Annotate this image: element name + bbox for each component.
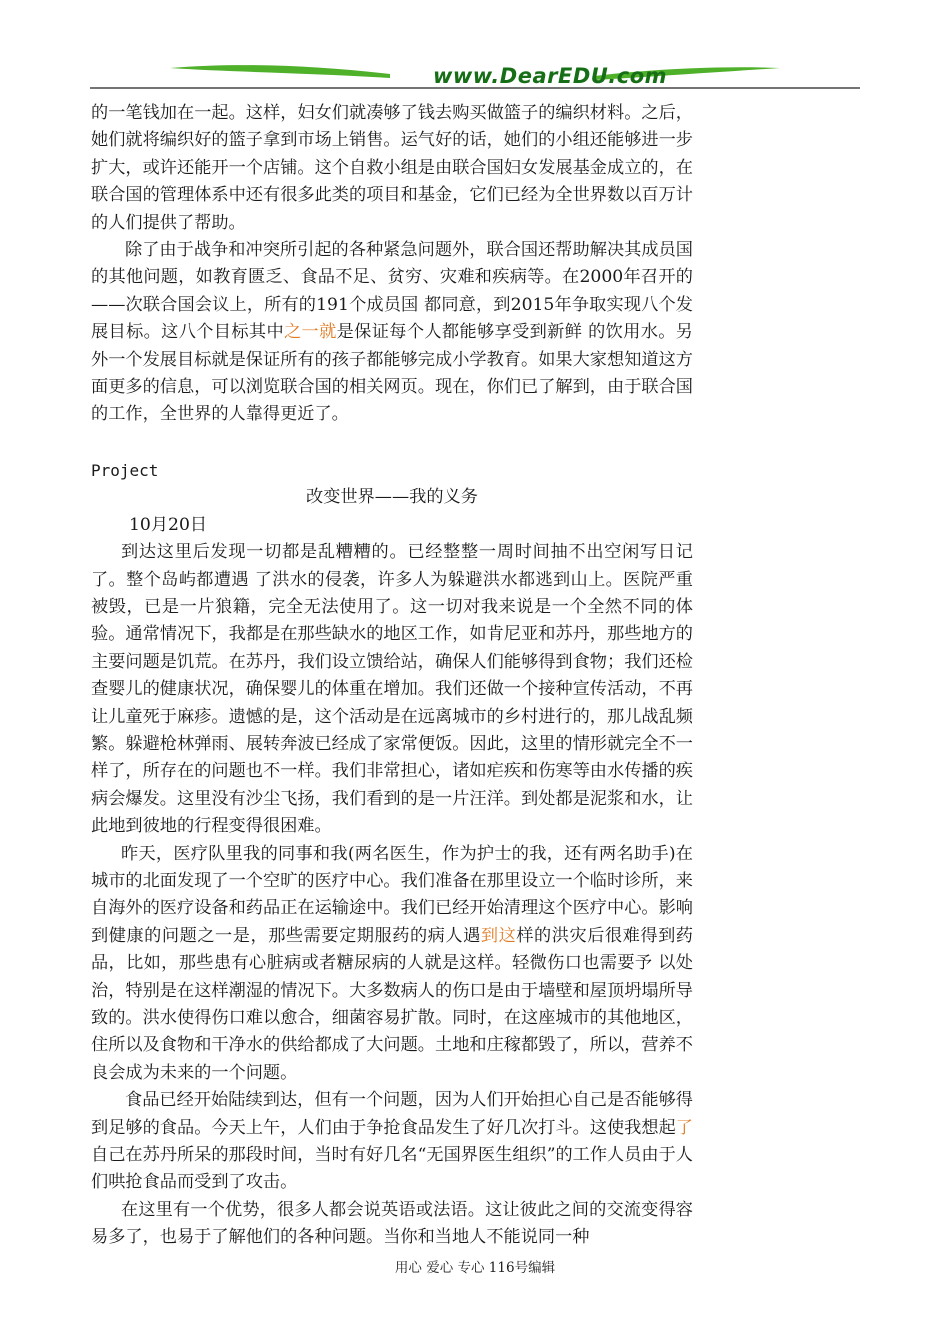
- site-logo-text[interactable]: www.DearEDU.com: [432, 64, 668, 88]
- text-run: 昨天，医疗队里我的同事和我(两名医生，作为护士的我，还有两名助手)在城市的北面发现了一个空旷的医疗中心。我们准备在那里设立一个临时诊所，来自海外的医疗设备和药品正在运输途中。我们已经开始清理这个医疗中心。影响到健康的问题之一是，那些需要定期服药的病人遇: [91, 843, 693, 946]
- document-body: [91, 100, 693, 1252]
- highlighted-text: 了: [675, 1117, 693, 1138]
- paragraph-6: 在这里有一个优势，很多人都会说英语或法语。这让彼此之间的交流变得容易多了，也易于了解他们的各种问题。当你和当地人不能说同一种: [91, 1199, 693, 1248]
- paragraph-4: [91, 841, 693, 1088]
- paragraph-2: [91, 237, 693, 429]
- section-title: 改变世界——我的义务: [306, 487, 478, 508]
- text-run: 食品已经开始陆续到达，但有一个问题，因为人们开始担心自己是否能够得到足够的食品。今天上午，人们由于争抢食品发生了好几次打斗。这使我想起: [91, 1090, 693, 1138]
- paragraph-1: 的一笔钱加在一起。这样，妇女们就凑够了钱去购买做篮子的编织材料。之后，她们就将编织好的篮子拿到市场上销售。运气好的话，她们的小组还能够进一步扩大，或许还能开一个店铺。这个自救小组是由联合国妇女发展基金成立的，在联合国的管理体系中还有很多此类的项目和基金，它们已经为全世界数以百万计的人们提供了帮助。: [91, 103, 693, 233]
- paragraph-5: [91, 1087, 693, 1197]
- left-swoosh: [170, 65, 390, 78]
- site-header: [90, 60, 860, 94]
- paragraph-3: 到达这里后发现一切都是乱糟糟的。已经整整一周时间抽不出空闲写日记了。整个岛屿都遭遇 了洪水的侵袭，许多人为躲避洪水都逃到山上。医院严重被毁，已是一片狼籍，完全无法使用了。这一切对我来说是一个全然不同的体验。通常情况下，我都是在那些缺水的地区工作，如肯尼亚和苏丹，那些地方的主要问题是饥荒。在苏丹，我们设立馈给站，确保人们能够得到食物；我们还检查婴儿的健康状况，确保婴儿的体重在增加。我们还做一个接种宣传活动，不再让儿童死于麻疹。遗憾的是，这个活动是在远离城市的乡村进行的，那儿战乱频繁。躲避枪林弹雨、展转奔波已经成了家常便饭。因此，这里的情形就完全不一样了，所存在的问题也不一样。我们非常担心，诸如疟疾和伤寒等由水传播的疾病会爆发。这里没有沙尘飞扬，我们看到的是一片汪洋。到处都是泥浆和水，让此地到彼地的行程变得很困难。: [91, 542, 693, 837]
- text-run: 自己在苏丹所呆的那段时间，当时有好几名“无国界医生组织”的工作人员由于人们哄抢食品而受到了攻击。: [91, 1145, 693, 1193]
- text-run: 是保证每个人都能够享受到新鲜 的饮用水。另外一个发展目标就是保证所有的孩子都能够完成小学教育。如果大家想知道这方面更多的信息，可以浏览联合国的相关网页。现在，你们已了解到，由于联合国的工作，全世界的人靠得更近了。: [91, 322, 693, 425]
- page-footer: 用心 爱心 专心 116号编辑: [394, 1260, 556, 1276]
- diary-date: 10月20日: [129, 514, 208, 535]
- highlighted-text: 之一就: [284, 322, 337, 343]
- highlighted-text: 到这: [480, 925, 517, 946]
- text-run: 除了由于战争和冲突所引起的各种紧急问题外，联合国还帮助解决其成员国的其他问题，如教育匮乏、食品不足、贫穷、灾难和疾病等。在2000年召开的——次联合国会议上，所有的191个成员国 都同意，到2015年争取实现八个发展目标。这八个目标其中: [91, 240, 693, 343]
- text-run: 样的洪灾后很难得到药品，比如，那些患有心脏病或者糖尿病的人就是这样。轻微伤口也需要予 以处治，特别是在这样潮湿的情况下。大多数病人的伤口是由于墙壁和屋顶坍塌所导致的。洪水使得伤口难以愈合，细菌容易扩散。同时，在这座城市的其他地区，住所以及食物和干净水的供给都成了大问题。土地和庄稼都毁了，所以，营养不良会成为未来的一个问题。: [91, 925, 693, 1083]
- section-label-project: Project: [91, 460, 159, 480]
